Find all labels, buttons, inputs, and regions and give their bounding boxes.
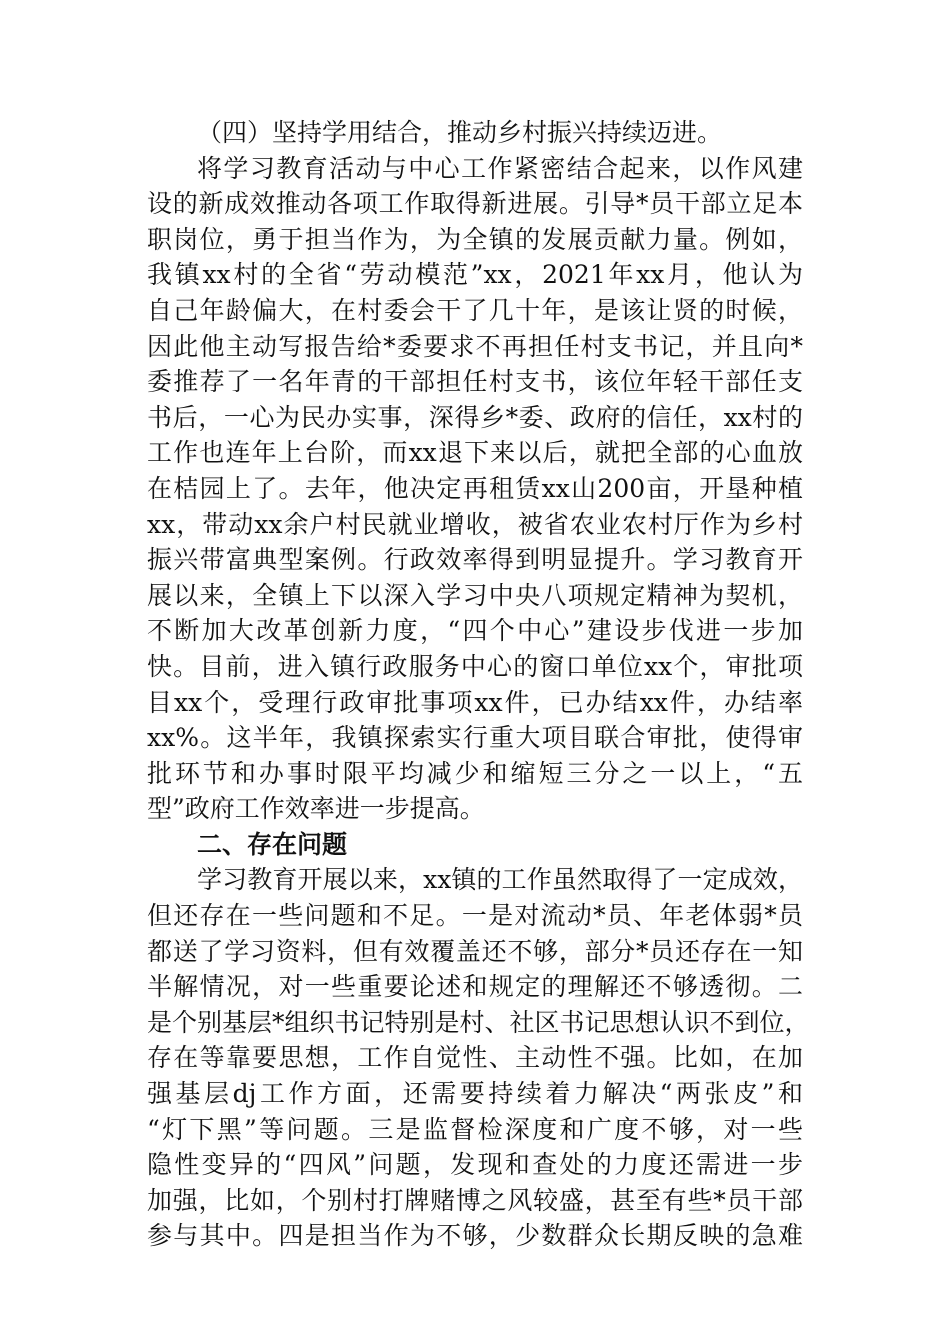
paragraph-line: 我镇xx村的全省“劳动模范”xx，2021年xx月，他认为 xyxy=(147,260,803,290)
document-body xyxy=(147,115,810,1254)
paragraph-line: 因此他主动写报告给*委要求不再担任村支书记，并且向* xyxy=(147,331,803,361)
paragraph-line: 职岗位，勇于担当作为，为全镇的发展贡献力量。例如， xyxy=(147,224,803,254)
paragraph-line: 半解情况，对一些重要论述和规定的理解还不够透彻。二 xyxy=(147,972,803,1002)
paragraph-line: 振兴带富典型案例。行政效率得到明显提升。学习教育开 xyxy=(147,545,803,575)
paragraph-line: 快。目前，进入镇行政服务中心的窗口单位xx个，审批项 xyxy=(147,651,803,681)
paragraph-line: 书后，一心为民办实事，深得乡*委、政府的信任，xx村的 xyxy=(147,402,803,432)
section-two-heading: 二、存在问题 xyxy=(197,829,348,859)
paragraph-line: 将学习教育活动与中心工作紧密结合起来，以作风建 xyxy=(197,153,803,183)
paragraph-line: xx，带动xx余户村民就业增收，被省农业农村厅作为乡村 xyxy=(147,509,803,539)
paragraph-line: 委推荐了一名年青的干部担任村支书，该位年轻干部任支 xyxy=(147,367,803,397)
paragraph-line: 加强，比如，个别村打牌赌博之风较盛，甚至有些*员干部 xyxy=(147,1185,803,1215)
paragraph-line: 设的新成效推动各项工作取得新进展。引导*员干部立足本 xyxy=(147,189,803,219)
paragraph-line: 都送了学习资料，但有效覆盖还不够，部分*员还存在一知 xyxy=(147,936,803,966)
paragraph-line: “灯下黑”等问题。三是监督检深度和广度不够，对一些 xyxy=(147,1114,803,1144)
paragraph-line: 自己年龄偏大，在村委会干了几十年，是该让贤的时候， xyxy=(147,295,803,325)
paragraph-line: 但还存在一些问题和不足。一是对流动*员、年老体弱*员 xyxy=(147,901,803,931)
paragraph-line: 参与其中。四是担当作为不够，少数群众长期反映的急难 xyxy=(147,1221,803,1251)
paragraph-line: 强基层dj工作方面，还需要持续着力解决“两张皮”和 xyxy=(147,1079,803,1109)
paragraph-line: 型”政府工作效率进一步提高。 xyxy=(147,794,485,824)
section-four-heading: （四）坚持学用结合，推动乡村振兴持续迈进。 xyxy=(197,118,723,147)
paragraph-line: 存在等靠要思想，工作自觉性、主动性不强。比如，在加 xyxy=(147,1043,803,1073)
paragraph-line: 学习教育开展以来，xx镇的工作虽然取得了一定成效， xyxy=(197,865,803,895)
paragraph-line: 批环节和办事时限平均减少和缩短三分之一以上，“五 xyxy=(147,758,803,788)
paragraph-line: 不断加大改革创新力度，“四个中心”建设步伐进一步加 xyxy=(147,616,803,646)
paragraph-line: 是个别基层*组织书记特别是村、社区书记思想认识不到位， xyxy=(147,1007,810,1037)
paragraph-line: xx%。这半年，我镇探索实行重大项目联合审批，使得审 xyxy=(147,723,803,753)
paragraph-line: 展以来，全镇上下以深入学习中央八项规定精神为契机， xyxy=(147,580,803,610)
paragraph-line: 工作也连年上台阶，而xx退下来以后，就把全部的心血放 xyxy=(147,438,803,468)
paragraph-line: 在桔园上了。去年，他决定再租赁xx山200亩，开垦种植 xyxy=(147,473,803,503)
paragraph-line: 目xx个，受理行政审批事项xx件，已办结xx件，办结率 xyxy=(147,687,803,717)
paragraph-line: 隐性变异的“四风”问题，发现和查处的力度还需进一步 xyxy=(147,1150,803,1180)
